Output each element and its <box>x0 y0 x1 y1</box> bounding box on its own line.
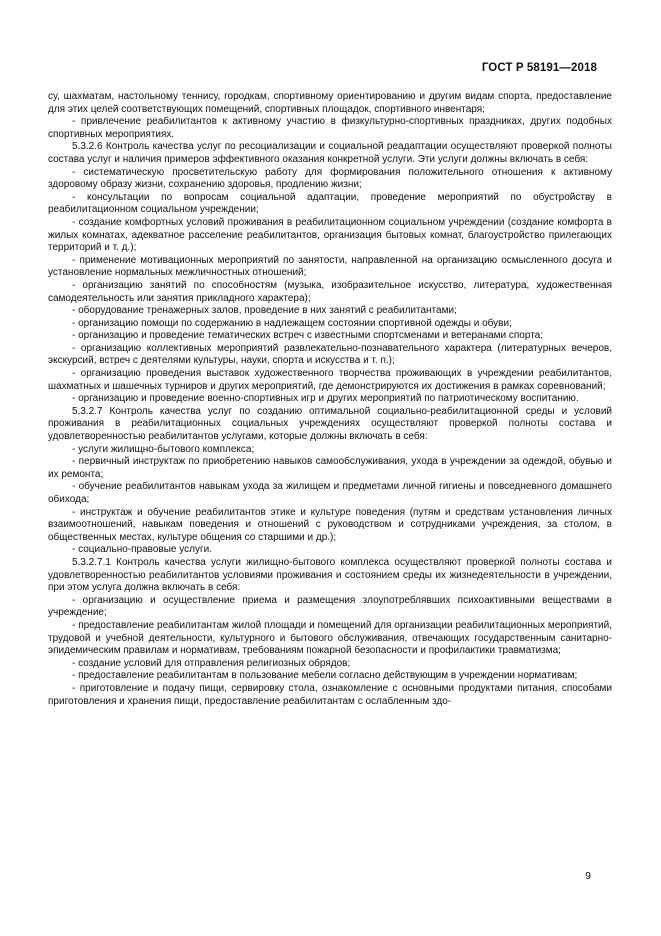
list-item: - организацию проведения выставок художественного творчества проживающих в учреждении реабилитантов, шахматных и шашечных турниров и других мероприятий, где демонстрируются их достижения в рамках соревнований; <box>48 368 612 392</box>
list-item: - обучение реабилитантов навыкам ухода за жилищем и предметами личной гигиены и повседневного домашнего обихода; <box>48 481 612 505</box>
paragraph: су, шахматам, настольному теннису, городкам, спортивному ориентированию и другим видам спорта, предоставление для этих целей соответствующих помещений, спортивных площадок, спортивного инвентаря; <box>48 91 612 115</box>
paragraph: 5.3.2.7 Контроль качества услуг по созданию оптимальной социально-реабилитационной среды и условий проживания в реабилитационных социальных учреждениях осуществляют проверкой полноты состава и удовлетворенностью реабилитантов услугами, которые должны включать в себя: <box>48 405 612 443</box>
list-item: - организацию помощи по содержанию в надлежащем состоянии спортивной одежды и обуви; <box>72 317 512 329</box>
list-item: - инструктаж и обучение реабилитантов этике и культуре поведения (путям и средствам установления личных взаимоотношений, навыкам поведения и отношений с руководством и сотрудниками учреждения, за столом, в общественных местах, культуре общения со старшими и др.); <box>48 506 612 543</box>
doc-number-header: ГОСТ Р 58191—2018 <box>481 62 597 74</box>
list-item: - услуги жилищно-бытового комплекса; <box>72 443 255 455</box>
list-item: - организацию коллективных мероприятий развлекательно-познавательного характера (литературных вечеров, экскурсий, встреч с деятелями культуры, науки, спорта и искусства и т. п.); <box>48 342 612 367</box>
list-item: - социально-правовые услуги. <box>72 544 212 556</box>
list-item: - применение мотивационных мероприятий по занятости, направленной на организацию осмысленного досуга и установление нормальных межличностных отношений; <box>48 254 612 279</box>
list-item: - организацию и осуществление приема и размещения злоупотреблявших психоактивными веществами в учреждение; <box>48 594 612 619</box>
page-number: 9 <box>585 870 591 882</box>
body-text <box>48 91 612 708</box>
list-item: - оборудование тренажерных залов, проведение в них занятий с реабилитантами; <box>72 305 457 317</box>
list-item: - создание условий для отправления религиозных обрядов; <box>72 657 351 669</box>
list-item: - систематическую просветительскую работу для формирования положительного отношения к активному здоровому образу жизни, сохранению здоровья, продлению жизни; <box>48 166 612 191</box>
list-item: - консультации по вопросам социальной адаптации, проведение мероприятий по обустройству в реабилитационном социальном учреждении; <box>48 191 612 216</box>
list-item: - организацию занятий по способностям (музыка, изобразительное искусство, литература, художественная самодеятельность или занятия прикладного характера); <box>48 279 612 304</box>
list-item: - предоставление реабилитантам жилой площади и помещений для организации реабилитационных мероприятий, трудовой и учебной деятельности, культурного и бытового обслуживания, отвечающих государственным санитарно-эпидемическим правилам и нормативам, требованиям пожарной безопасности и профилактики травматизма; <box>48 619 612 657</box>
list-item: - организацию и проведение военно-спортивных игр и других мероприятий по патриотическому воспитанию. <box>72 393 579 405</box>
list-item: - привлечение реабилитантов к активному участию в физкультурно-спортивных праздниках, других подобных спортивных мероприятиях. <box>48 116 612 140</box>
list-item: - первичный инструктаж по приобретению навыков самообслуживания, ухода в учреждении за одеждой, обувью и их ремонта; <box>48 456 612 480</box>
list-item: - предоставление реабилитантам в пользование мебели согласно действующим в учреждении нормативам; <box>72 670 578 682</box>
paragraph: 5.3.2.7.1 Контроль качества услуги жилищно-бытового комплекса осуществляют проверкой полноты состава и удовлетворенностью реабилитантов условиями проживания и состоянием среды их жизнедеятельности в учреждении, при этом услуга должна включать в себя: <box>48 556 612 594</box>
list-item: - организацию и проведение тематических встреч с известными спортсменами и ветеранами спорта; <box>72 330 544 342</box>
list-item: - создание комфортных условий проживания в реабилитационном социальном учреждении (создание комфорта в жилых комнатах, адекватное расселение реабилитантов, организация бытовых комнат, благоустройство прилегающих территорий и т. д.); <box>48 216 612 254</box>
list-item: - приготовление и подачу пищи, сервировку стола, ознакомление с основными продуктами питания, способами приготовления и хранения пищи, предоставление реабилитантам с ослабленным здо- <box>48 682 612 707</box>
paragraph: 5.3.2.6 Контроль качества услуг по ресоциализации и социальной реадаптации осуществляют проверкой полноты состава услуг и наличия примеров эффективного оказания конкретной услуги. Эти услуги должны включать в себя: <box>48 141 612 165</box>
